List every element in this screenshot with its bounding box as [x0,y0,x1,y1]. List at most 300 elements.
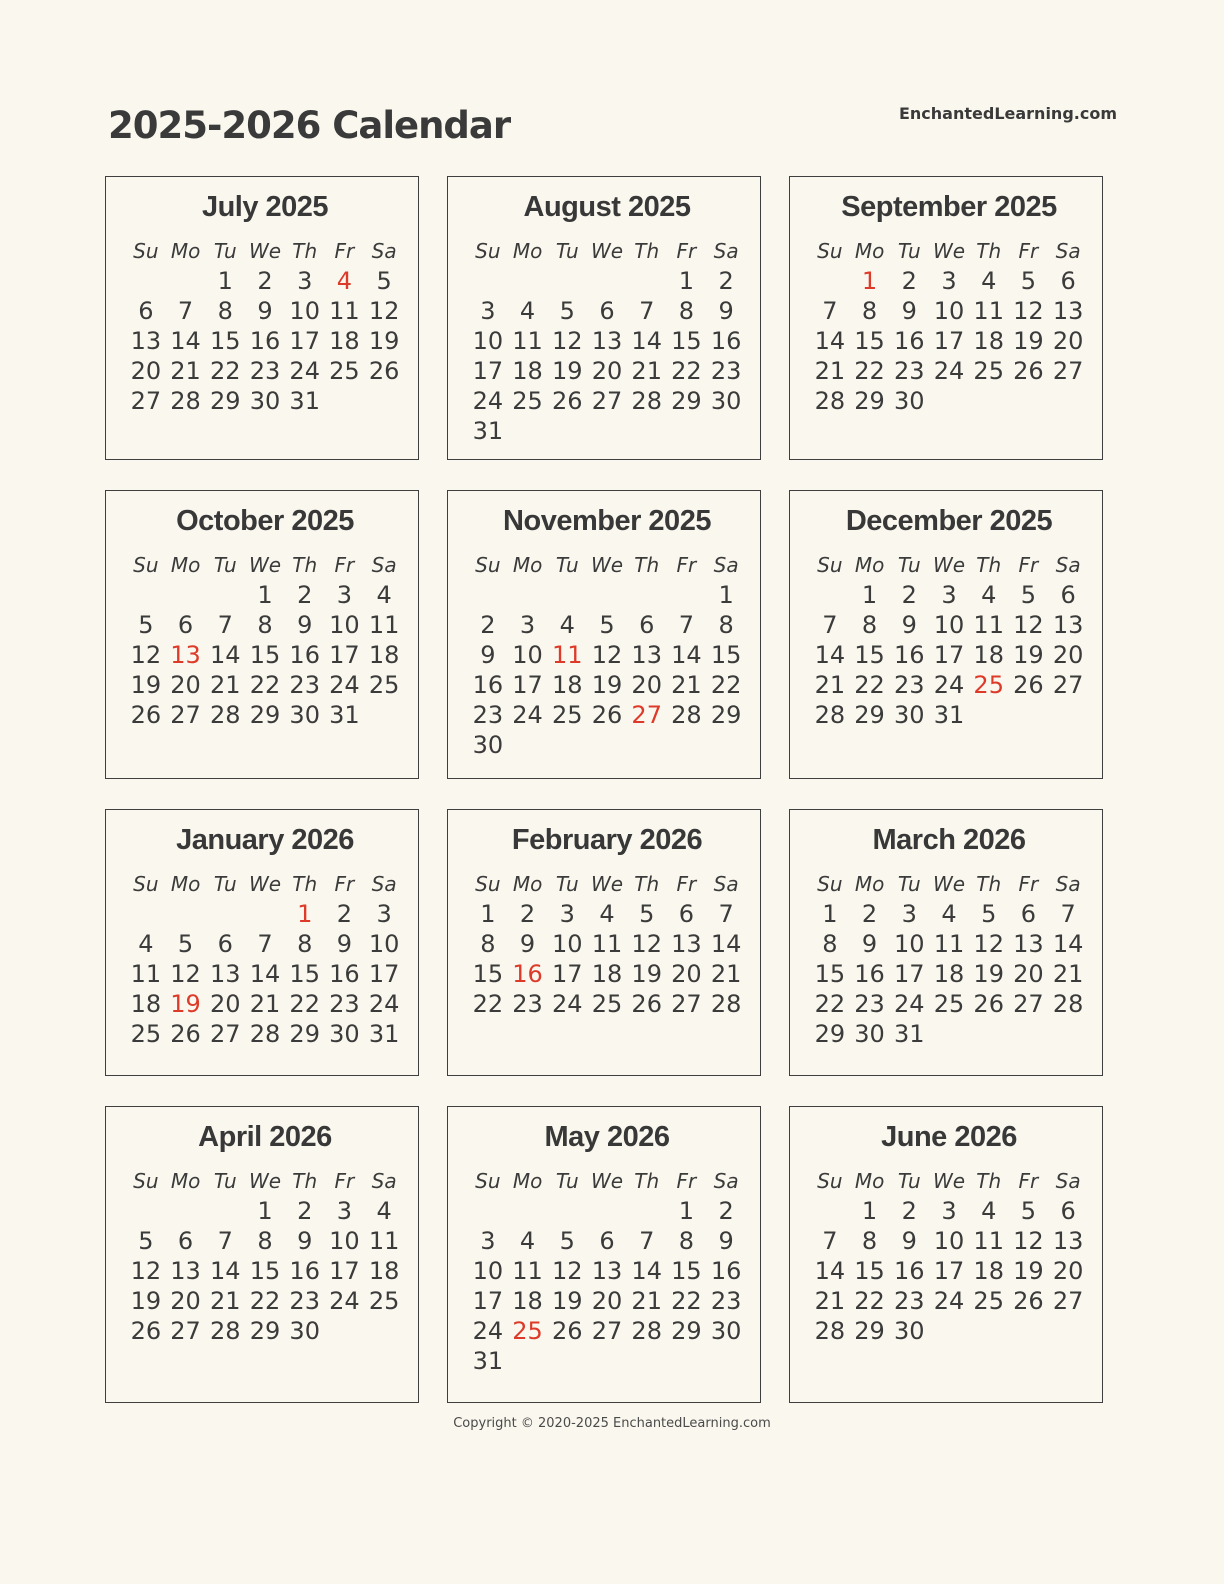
empty-day-cell [547,266,587,296]
day-cell: 8 [678,1227,695,1255]
day-cell: 25 [130,1020,162,1048]
day-cell: 12 [130,641,162,669]
weekday-label: Mo [170,872,201,896]
day-cell: 18 [368,1257,400,1285]
week-row [126,266,404,296]
day-cell: 24 [894,990,925,1018]
day-cell: 7 [718,900,734,928]
day-cell: 28 [170,387,201,415]
day-cell: 12 [170,960,201,988]
day-cell: 8 [297,930,313,958]
empty-day-cell [325,386,365,416]
day-cell: 27 [130,387,162,415]
weekday-header-row [810,1166,1088,1196]
month-february-2026 [447,809,761,1076]
day-cell: 21 [631,357,662,385]
day-cell: 23 [472,701,504,729]
empty-day-cell [627,266,667,296]
weekday-label: We [932,553,966,577]
day-cell: 9 [257,297,273,325]
day-cell: 7 [678,611,695,639]
weekday-label: Th [292,239,318,263]
day-cell: 19 [1013,1257,1044,1285]
day-cell: 3 [376,900,392,928]
day-cell: 20 [170,1287,201,1315]
day-cell: 15 [249,1257,281,1285]
weekday-label: Th [976,872,1002,896]
day-cell: 1 [861,581,878,609]
day-cell: 7 [1060,900,1076,928]
day-cell: 25 [329,357,360,385]
day-cell: 15 [289,960,320,988]
day-cell: 28 [710,990,742,1018]
day-cell: 5 [559,297,575,325]
day-cell: 14 [631,327,662,355]
month-title: July 2025 [201,191,329,223]
weekday-label: Fr [1018,239,1039,263]
day-cell-holiday: 4 [336,267,353,295]
day-cell: 4 [941,900,957,928]
week-row [126,1256,404,1286]
empty-day-cell [587,266,627,296]
day-cell: 30 [249,387,281,415]
week-row [126,386,404,416]
day-cell: 7 [822,297,838,325]
day-cell: 15 [472,960,504,988]
day-cell: 24 [933,357,965,385]
day-cell: 6 [1060,1197,1076,1225]
weekday-label: Sa [713,239,739,263]
day-cell: 21 [814,1287,846,1315]
day-cell: 19 [1013,641,1044,669]
day-cell: 10 [933,297,965,325]
weekday-label: Fr [676,239,697,263]
day-cell: 29 [249,701,281,729]
day-cell: 23 [894,1287,925,1315]
day-cell-holiday: 19 [170,990,201,1018]
day-cell: 3 [297,267,313,295]
weekday-label: Fr [1018,1169,1039,1193]
empty-day-cell [508,730,548,760]
day-cell: 30 [472,731,504,759]
weekday-label: Tu [897,239,921,263]
day-cell: 24 [368,990,400,1018]
week-row [468,610,746,640]
day-cell: 26 [1013,1287,1044,1315]
day-cell: 3 [480,297,496,325]
day-cell: 31 [329,701,360,729]
day-cell: 16 [710,327,742,355]
weekday-header-row [468,550,746,580]
week-row [810,610,1088,640]
weekday-label: Fr [676,872,697,896]
empty-day-cell [245,899,285,929]
day-cell: 5 [639,900,655,928]
day-cell: 20 [1052,1257,1084,1285]
week-row [468,1286,746,1316]
day-cell: 23 [289,671,320,699]
day-cell: 23 [249,357,281,385]
day-cell: 10 [368,930,400,958]
weekday-label: We [248,239,282,263]
weekday-label: Fr [1018,553,1039,577]
empty-day-cell [667,416,707,446]
day-cell: 11 [933,930,965,958]
weekday-label: Mo [854,239,885,263]
empty-day-cell [810,1196,850,1226]
day-cell: 23 [894,671,925,699]
day-cell: 28 [814,701,846,729]
weekday-label: Mo [854,872,885,896]
day-cell: 20 [1052,641,1084,669]
day-cell: 13 [591,1257,623,1285]
weekday-header-row [468,236,746,266]
weekday-label: Tu [213,872,237,896]
month-title: November 2025 [503,505,711,537]
day-cell: 20 [591,357,623,385]
weekday-header-row [468,869,746,899]
day-cell: 19 [368,327,400,355]
day-cell: 22 [814,990,846,1018]
weekday-label: Tu [897,553,921,577]
day-cell: 2 [257,267,273,295]
day-cell: 16 [289,641,320,669]
month-july-2025 [105,176,419,460]
weekday-label: Su [817,1169,843,1193]
day-cell: 10 [289,297,320,325]
day-cell: 20 [1052,327,1084,355]
day-cell: 26 [631,990,662,1018]
empty-day-cell [627,1196,667,1226]
day-cell: 12 [1013,1227,1044,1255]
weekday-label: Tu [555,872,579,896]
weekday-label: Tu [213,239,237,263]
day-cell: 27 [1052,671,1084,699]
day-cell: 12 [552,327,583,355]
day-cell: 15 [710,641,742,669]
day-cell: 14 [814,327,846,355]
day-cell: 27 [1013,990,1044,1018]
day-cell: 14 [814,1257,846,1285]
day-cell: 24 [472,387,504,415]
day-cell: 13 [1013,930,1044,958]
empty-day-cell [929,386,969,416]
day-cell: 25 [512,387,543,415]
day-cell: 6 [1020,900,1037,928]
day-cell: 8 [861,611,878,639]
day-cell: 25 [973,357,1004,385]
day-cell: 11 [973,297,1004,325]
day-cell: 29 [854,701,885,729]
day-cell: 29 [854,387,885,415]
weekday-label: Th [292,553,318,577]
weekday-header-row [810,869,1088,899]
month-title: June 2026 [881,1121,1017,1153]
day-cell: 15 [671,1257,702,1285]
empty-day-cell [325,1316,365,1346]
week-row [126,1316,404,1346]
month-title: December 2025 [845,505,1053,537]
day-cell: 20 [170,671,201,699]
weekday-label: Su [133,553,159,577]
day-cell: 7 [217,611,233,639]
week-row [126,640,404,670]
day-cell: 16 [894,327,925,355]
day-cell: 18 [973,327,1004,355]
day-cell: 3 [336,1197,353,1225]
day-cell: 5 [138,1227,154,1255]
weekday-header-row [126,869,404,899]
empty-day-cell [667,580,707,610]
day-cell: 18 [591,960,623,988]
week-row [468,580,746,610]
day-cell: 7 [257,930,273,958]
week-row [810,386,1088,416]
day-cell: 15 [854,1257,885,1285]
empty-day-cell [1048,1019,1088,1049]
day-cell: 18 [368,641,400,669]
footer-copyright: Copyright © 2020-2025 EnchantedLearning.com [453,1416,771,1431]
weekday-label: Tu [555,239,579,263]
day-cell-holiday: 1 [861,267,878,295]
day-cell: 21 [671,671,702,699]
day-cell: 9 [901,611,917,639]
day-cell: 4 [981,1197,997,1225]
week-row [468,640,746,670]
day-cell: 22 [671,1287,702,1315]
day-cell: 28 [671,701,702,729]
day-cell: 14 [1052,930,1084,958]
day-cell: 11 [512,327,543,355]
week-row [810,356,1088,386]
week-row [468,266,746,296]
day-cell: 17 [329,1257,360,1285]
empty-day-cell [667,1346,707,1376]
day-cell: 20 [130,357,162,385]
week-row [468,416,746,446]
month-title: October 2025 [176,505,354,537]
day-cell: 2 [901,1197,917,1225]
weekday-label: Su [475,872,501,896]
empty-day-cell [508,580,548,610]
empty-day-cell [587,730,627,760]
day-cell: 20 [1013,960,1044,988]
empty-day-cell [126,1196,166,1226]
day-cell: 15 [814,960,846,988]
day-cell: 13 [631,641,662,669]
day-cell: 28 [631,387,662,415]
weekday-label: Tu [897,1169,921,1193]
week-row [810,580,1088,610]
empty-day-cell [1009,700,1049,730]
week-row [126,700,404,730]
empty-day-cell [508,416,548,446]
day-cell: 4 [559,611,575,639]
day-cell: 16 [894,1257,925,1285]
weekday-label: Mo [512,553,543,577]
month-march-2026 [789,809,1103,1076]
day-cell: 23 [329,990,360,1018]
day-cell: 2 [480,611,496,639]
day-cell: 9 [480,641,496,669]
day-cell: 17 [329,641,360,669]
week-row [810,1019,1088,1049]
day-cell: 19 [591,671,623,699]
weekday-label: We [590,1169,624,1193]
day-cell: 18 [973,641,1004,669]
site-name: EnchantedLearning.com [898,104,1117,123]
day-cell: 17 [512,671,543,699]
week-row [810,296,1088,326]
day-cell: 5 [1020,267,1037,295]
day-cell: 22 [710,671,742,699]
day-cell: 17 [552,960,583,988]
day-cell: 7 [177,297,194,325]
day-cell: 27 [1052,357,1084,385]
day-cell: 13 [591,327,623,355]
day-cell: 18 [329,327,360,355]
empty-day-cell [969,386,1009,416]
day-cell: 28 [814,387,846,415]
day-cell: 26 [1013,357,1044,385]
page-title: 2025-2026 Calendar [108,104,511,147]
day-cell: 25 [973,1287,1004,1315]
day-cell: 8 [718,611,734,639]
day-cell-holiday: 1 [297,900,313,928]
day-cell: 16 [289,1257,320,1285]
week-row [468,1346,746,1376]
day-cell: 29 [671,1317,702,1345]
empty-day-cell [364,700,404,730]
day-cell: 26 [130,701,162,729]
day-cell: 8 [861,297,878,325]
day-cell: 30 [289,1317,320,1345]
day-cell: 25 [368,671,400,699]
day-cell: 23 [710,1287,742,1315]
day-cell: 27 [170,1317,201,1345]
day-cell: 24 [329,671,360,699]
empty-day-cell [547,416,587,446]
day-cell: 6 [138,297,154,325]
weekday-label: Fr [334,239,355,263]
day-cell: 24 [512,701,543,729]
weekday-label: Th [292,1169,318,1193]
day-cell: 13 [1052,297,1084,325]
day-cell: 21 [1052,960,1084,988]
weekday-label: Su [817,872,843,896]
empty-day-cell [706,1346,746,1376]
day-cell: 21 [814,357,846,385]
day-cell: 8 [678,297,695,325]
day-cell: 11 [368,1227,400,1255]
day-cell: 19 [1013,327,1044,355]
week-row [810,1316,1088,1346]
empty-day-cell [547,1346,587,1376]
week-row [468,899,746,929]
weekday-label: Su [817,239,843,263]
day-cell: 14 [814,641,846,669]
day-cell: 8 [257,611,273,639]
day-cell: 22 [249,671,281,699]
weekday-label: Su [133,872,159,896]
month-september-2025 [789,176,1103,460]
weekday-label: Sa [371,553,397,577]
day-cell: 21 [170,357,201,385]
weekday-label: Mo [170,1169,201,1193]
day-cell: 17 [933,641,965,669]
weekday-label: Th [634,1169,660,1193]
day-cell: 2 [718,1197,734,1225]
week-row [468,1256,746,1286]
month-august-2025 [447,176,761,460]
weekday-label: Sa [371,872,397,896]
week-row [126,296,404,326]
week-row [126,356,404,386]
weekday-label: Tu [555,1169,579,1193]
day-cell: 30 [854,1020,885,1048]
weekday-label: Th [976,239,1002,263]
day-cell: 26 [973,990,1004,1018]
day-cell: 4 [138,930,154,958]
day-cell: 29 [854,1317,885,1345]
empty-day-cell [166,266,206,296]
day-cell: 5 [599,611,615,639]
day-cell: 6 [1060,581,1076,609]
day-cell: 2 [718,267,734,295]
weekday-label: We [590,553,624,577]
week-row [810,670,1088,700]
empty-day-cell [468,580,508,610]
weekday-header-row [126,1166,404,1196]
day-cell: 31 [368,1020,400,1048]
day-cell: 15 [854,327,885,355]
weekday-label: Fr [1018,872,1039,896]
empty-day-cell [627,580,667,610]
empty-day-cell [1048,386,1088,416]
day-cell: 4 [599,900,615,928]
month-january-2026 [105,809,419,1076]
month-october-2025 [105,490,419,779]
day-cell: 11 [368,611,400,639]
week-row [126,1196,404,1226]
day-cell: 2 [901,581,917,609]
weekday-header-row [126,236,404,266]
weekday-label: Fr [676,1169,697,1193]
day-cell: 19 [130,1287,162,1315]
empty-day-cell [1048,1316,1088,1346]
empty-day-cell [364,386,404,416]
day-cell: 13 [210,960,241,988]
empty-day-cell [627,416,667,446]
day-cell: 14 [249,960,281,988]
empty-day-cell [205,899,245,929]
day-cell: 3 [336,581,353,609]
day-cell: 14 [631,1257,662,1285]
day-cell: 18 [933,960,965,988]
day-cell: 7 [639,1227,655,1255]
day-cell: 2 [901,267,917,295]
day-cell: 31 [289,387,320,415]
weekday-label: Mo [170,553,201,577]
day-cell: 1 [718,581,734,609]
week-row [468,326,746,356]
day-cell: 9 [297,1227,313,1255]
week-row [126,610,404,640]
day-cell: 17 [368,960,400,988]
day-cell: 20 [210,990,241,1018]
week-row [126,989,404,1019]
day-cell: 5 [1020,1197,1037,1225]
